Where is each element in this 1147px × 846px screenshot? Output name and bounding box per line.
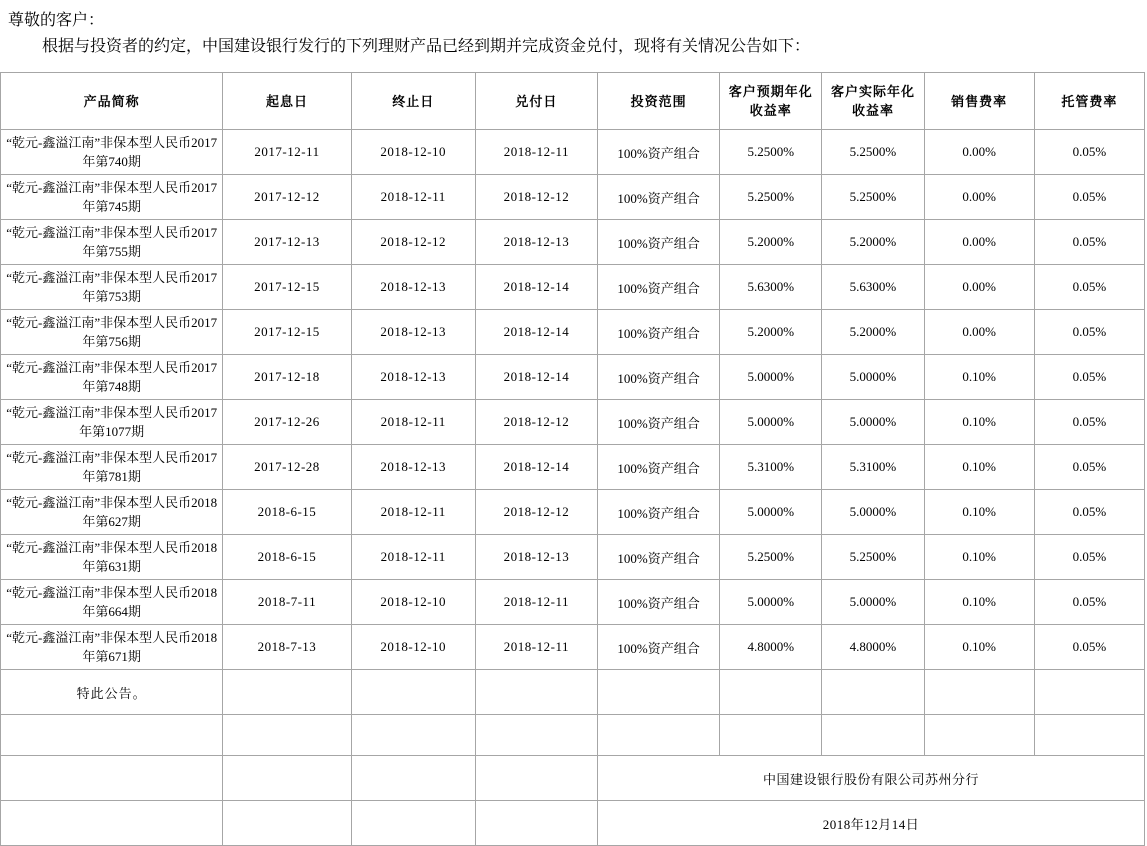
cell-investment-scope: 100%资产组合 (598, 580, 720, 625)
cell-end-date: 2018-12-10 (351, 580, 475, 625)
empty-cell (475, 801, 597, 846)
empty-cell (351, 801, 475, 846)
cell-end-date: 2018-12-11 (351, 400, 475, 445)
cell-payment-date: 2018-12-12 (475, 490, 597, 535)
cell-custody-fee: 0.05% (1034, 355, 1144, 400)
cell-sales-fee: 0.10% (924, 400, 1034, 445)
cell-end-date: 2018-12-13 (351, 310, 475, 355)
cell-product-name: “乾元-鑫溢江南”非保本型人民币2017年第781期 (1, 445, 223, 490)
date-row (1, 801, 1145, 846)
cell-end-date: 2018-12-13 (351, 445, 475, 490)
cell-payment-date: 2018-12-12 (475, 175, 597, 220)
empty-cell (1034, 715, 1144, 756)
cell-product-name: “乾元-鑫溢江南”非保本型人民币2017年第740期 (1, 130, 223, 175)
cell-custody-fee: 0.05% (1034, 220, 1144, 265)
cell-end-date: 2018-12-11 (351, 175, 475, 220)
cell-sales-fee: 0.10% (924, 490, 1034, 535)
cell-sales-fee: 0.00% (924, 175, 1034, 220)
empty-cell (720, 670, 822, 715)
table-row (1, 625, 1145, 670)
empty-cell (598, 670, 720, 715)
cell-custody-fee: 0.05% (1034, 130, 1144, 175)
cell-investment-scope: 100%资产组合 (598, 445, 720, 490)
cell-investment-scope: 100%资产组合 (598, 625, 720, 670)
cell-payment-date: 2018-12-13 (475, 535, 597, 580)
cell-expected-rate: 5.0000% (720, 580, 822, 625)
cell-expected-rate: 5.0000% (720, 400, 822, 445)
table-row (1, 490, 1145, 535)
cell-product-name: “乾元-鑫溢江南”非保本型人民币2017年第745期 (1, 175, 223, 220)
cell-sales-fee: 0.00% (924, 220, 1034, 265)
table-row (1, 175, 1145, 220)
cell-actual-rate: 5.2500% (822, 535, 924, 580)
issuer-name: 中国建设银行股份有限公司苏州分行 (598, 756, 1145, 801)
empty-cell (924, 670, 1034, 715)
cell-custody-fee: 0.05% (1034, 400, 1144, 445)
table-row (1, 355, 1145, 400)
cell-end-date: 2018-12-11 (351, 535, 475, 580)
cell-end-date: 2018-12-11 (351, 490, 475, 535)
cell-actual-rate: 5.2500% (822, 175, 924, 220)
notice-text: 特此公告。 (1, 670, 223, 715)
cell-investment-scope: 100%资产组合 (598, 310, 720, 355)
cell-payment-date: 2018-12-14 (475, 310, 597, 355)
cell-expected-rate: 5.2500% (720, 535, 822, 580)
cell-product-name: “乾元-鑫溢江南”非保本型人民币2018年第664期 (1, 580, 223, 625)
cell-sales-fee: 0.00% (924, 130, 1034, 175)
table-row (1, 535, 1145, 580)
cell-start-date: 2017-12-11 (223, 130, 351, 175)
cell-start-date: 2018-7-11 (223, 580, 351, 625)
cell-end-date: 2018-12-13 (351, 265, 475, 310)
empty-cell (351, 715, 475, 756)
cell-custody-fee: 0.05% (1034, 625, 1144, 670)
cell-actual-rate: 4.8000% (822, 625, 924, 670)
cell-sales-fee: 0.10% (924, 535, 1034, 580)
table-body (1, 130, 1145, 846)
column-header-payment-date: 兑付日 (475, 73, 597, 130)
cell-custody-fee: 0.05% (1034, 175, 1144, 220)
empty-cell (822, 715, 924, 756)
column-header-end-date: 终止日 (351, 73, 475, 130)
empty-cell (924, 715, 1034, 756)
cell-product-name: “乾元-鑫溢江南”非保本型人民币2017年第753期 (1, 265, 223, 310)
cell-payment-date: 2018-12-13 (475, 220, 597, 265)
cell-product-name: “乾元-鑫溢江南”非保本型人民币2017年第1077期 (1, 400, 223, 445)
cell-investment-scope: 100%资产组合 (598, 130, 720, 175)
cell-actual-rate: 5.2000% (822, 310, 924, 355)
empty-cell (475, 756, 597, 801)
cell-start-date: 2018-7-13 (223, 625, 351, 670)
cell-start-date: 2017-12-28 (223, 445, 351, 490)
cell-actual-rate: 5.2000% (822, 220, 924, 265)
notice-row (1, 670, 1145, 715)
cell-expected-rate: 5.0000% (720, 355, 822, 400)
table-row (1, 265, 1145, 310)
cell-payment-date: 2018-12-14 (475, 265, 597, 310)
cell-product-name: “乾元-鑫溢江南”非保本型人民币2017年第756期 (1, 310, 223, 355)
cell-start-date: 2018-6-15 (223, 535, 351, 580)
empty-cell (223, 801, 351, 846)
cell-start-date: 2017-12-13 (223, 220, 351, 265)
cell-custody-fee: 0.05% (1034, 265, 1144, 310)
column-header-sales-fee: 销售费率 (924, 73, 1034, 130)
cell-sales-fee: 0.00% (924, 310, 1034, 355)
greeting-line: 尊敬的客户： (8, 12, 105, 29)
cell-actual-rate: 5.2500% (822, 130, 924, 175)
cell-actual-rate: 5.0000% (822, 400, 924, 445)
cell-payment-date: 2018-12-11 (475, 130, 597, 175)
issuer-row (1, 756, 1145, 801)
intro-paragraph: 根据与投资者的约定，中国建设银行发行的下列理财产品已经到期并完成资金兑付，现将有关情况公告如下： (42, 38, 811, 55)
column-header-actual-rate: 客户实际年化收益率 (822, 73, 924, 130)
cell-expected-rate: 5.2500% (720, 130, 822, 175)
cell-custody-fee: 0.05% (1034, 310, 1144, 355)
cell-actual-rate: 5.0000% (822, 490, 924, 535)
empty-cell (1, 756, 223, 801)
cell-expected-rate: 5.2000% (720, 310, 822, 355)
cell-sales-fee: 0.00% (924, 265, 1034, 310)
cell-product-name: “乾元-鑫溢江南”非保本型人民币2018年第631期 (1, 535, 223, 580)
cell-payment-date: 2018-12-11 (475, 625, 597, 670)
cell-expected-rate: 5.0000% (720, 490, 822, 535)
table-row (1, 220, 1145, 265)
cell-start-date: 2017-12-18 (223, 355, 351, 400)
empty-cell (475, 670, 597, 715)
cell-sales-fee: 0.10% (924, 625, 1034, 670)
cell-sales-fee: 0.10% (924, 355, 1034, 400)
cell-payment-date: 2018-12-14 (475, 355, 597, 400)
cell-actual-rate: 5.0000% (822, 580, 924, 625)
cell-payment-date: 2018-12-12 (475, 400, 597, 445)
cell-start-date: 2017-12-26 (223, 400, 351, 445)
column-header-custody-fee: 托管费率 (1034, 73, 1144, 130)
cell-payment-date: 2018-12-14 (475, 445, 597, 490)
products-table (0, 72, 1145, 846)
column-header-product-name: 产品简称 (1, 73, 223, 130)
cell-expected-rate: 5.2000% (720, 220, 822, 265)
empty-cell (720, 715, 822, 756)
cell-product-name: “乾元-鑫溢江南”非保本型人民币2017年第748期 (1, 355, 223, 400)
cell-investment-scope: 100%资产组合 (598, 400, 720, 445)
table-header-row (1, 73, 1145, 130)
intro-block (0, 0, 1147, 60)
cell-expected-rate: 5.2500% (720, 175, 822, 220)
cell-sales-fee: 0.10% (924, 580, 1034, 625)
empty-cell (822, 670, 924, 715)
cell-investment-scope: 100%资产组合 (598, 535, 720, 580)
table-row (1, 580, 1145, 625)
column-header-expected-rate: 客户预期年化收益率 (720, 73, 822, 130)
empty-cell (223, 756, 351, 801)
table-row (1, 400, 1145, 445)
cell-investment-scope: 100%资产组合 (598, 355, 720, 400)
cell-product-name: “乾元-鑫溢江南”非保本型人民币2018年第627期 (1, 490, 223, 535)
cell-end-date: 2018-12-10 (351, 625, 475, 670)
empty-cell (223, 670, 351, 715)
cell-payment-date: 2018-12-11 (475, 580, 597, 625)
cell-expected-rate: 5.3100% (720, 445, 822, 490)
empty-cell (475, 715, 597, 756)
empty-cell (1, 715, 223, 756)
empty-cell (223, 715, 351, 756)
empty-cell (1, 801, 223, 846)
cell-custody-fee: 0.05% (1034, 490, 1144, 535)
cell-end-date: 2018-12-10 (351, 130, 475, 175)
column-header-start-date: 起息日 (223, 73, 351, 130)
cell-investment-scope: 100%资产组合 (598, 220, 720, 265)
table-row (1, 130, 1145, 175)
issue-date: 2018年12月14日 (598, 801, 1145, 846)
cell-actual-rate: 5.3100% (822, 445, 924, 490)
table-row (1, 445, 1145, 490)
cell-sales-fee: 0.10% (924, 445, 1034, 490)
spacer-row (1, 715, 1145, 756)
cell-custody-fee: 0.05% (1034, 535, 1144, 580)
table-row (1, 310, 1145, 355)
cell-start-date: 2017-12-15 (223, 310, 351, 355)
cell-actual-rate: 5.0000% (822, 355, 924, 400)
cell-product-name: “乾元-鑫溢江南”非保本型人民币2017年第755期 (1, 220, 223, 265)
table-header (1, 73, 1145, 130)
cell-end-date: 2018-12-13 (351, 355, 475, 400)
cell-expected-rate: 5.6300% (720, 265, 822, 310)
cell-investment-scope: 100%资产组合 (598, 490, 720, 535)
cell-custody-fee: 0.05% (1034, 445, 1144, 490)
cell-expected-rate: 4.8000% (720, 625, 822, 670)
cell-start-date: 2018-6-15 (223, 490, 351, 535)
empty-cell (351, 670, 475, 715)
cell-investment-scope: 100%资产组合 (598, 265, 720, 310)
empty-cell (1034, 670, 1144, 715)
cell-start-date: 2017-12-12 (223, 175, 351, 220)
cell-end-date: 2018-12-12 (351, 220, 475, 265)
cell-product-name: “乾元-鑫溢江南”非保本型人民币2018年第671期 (1, 625, 223, 670)
empty-cell (351, 756, 475, 801)
cell-actual-rate: 5.6300% (822, 265, 924, 310)
column-header-investment-scope: 投资范围 (598, 73, 720, 130)
cell-custody-fee: 0.05% (1034, 580, 1144, 625)
cell-start-date: 2017-12-15 (223, 265, 351, 310)
cell-investment-scope: 100%资产组合 (598, 175, 720, 220)
empty-cell (598, 715, 720, 756)
